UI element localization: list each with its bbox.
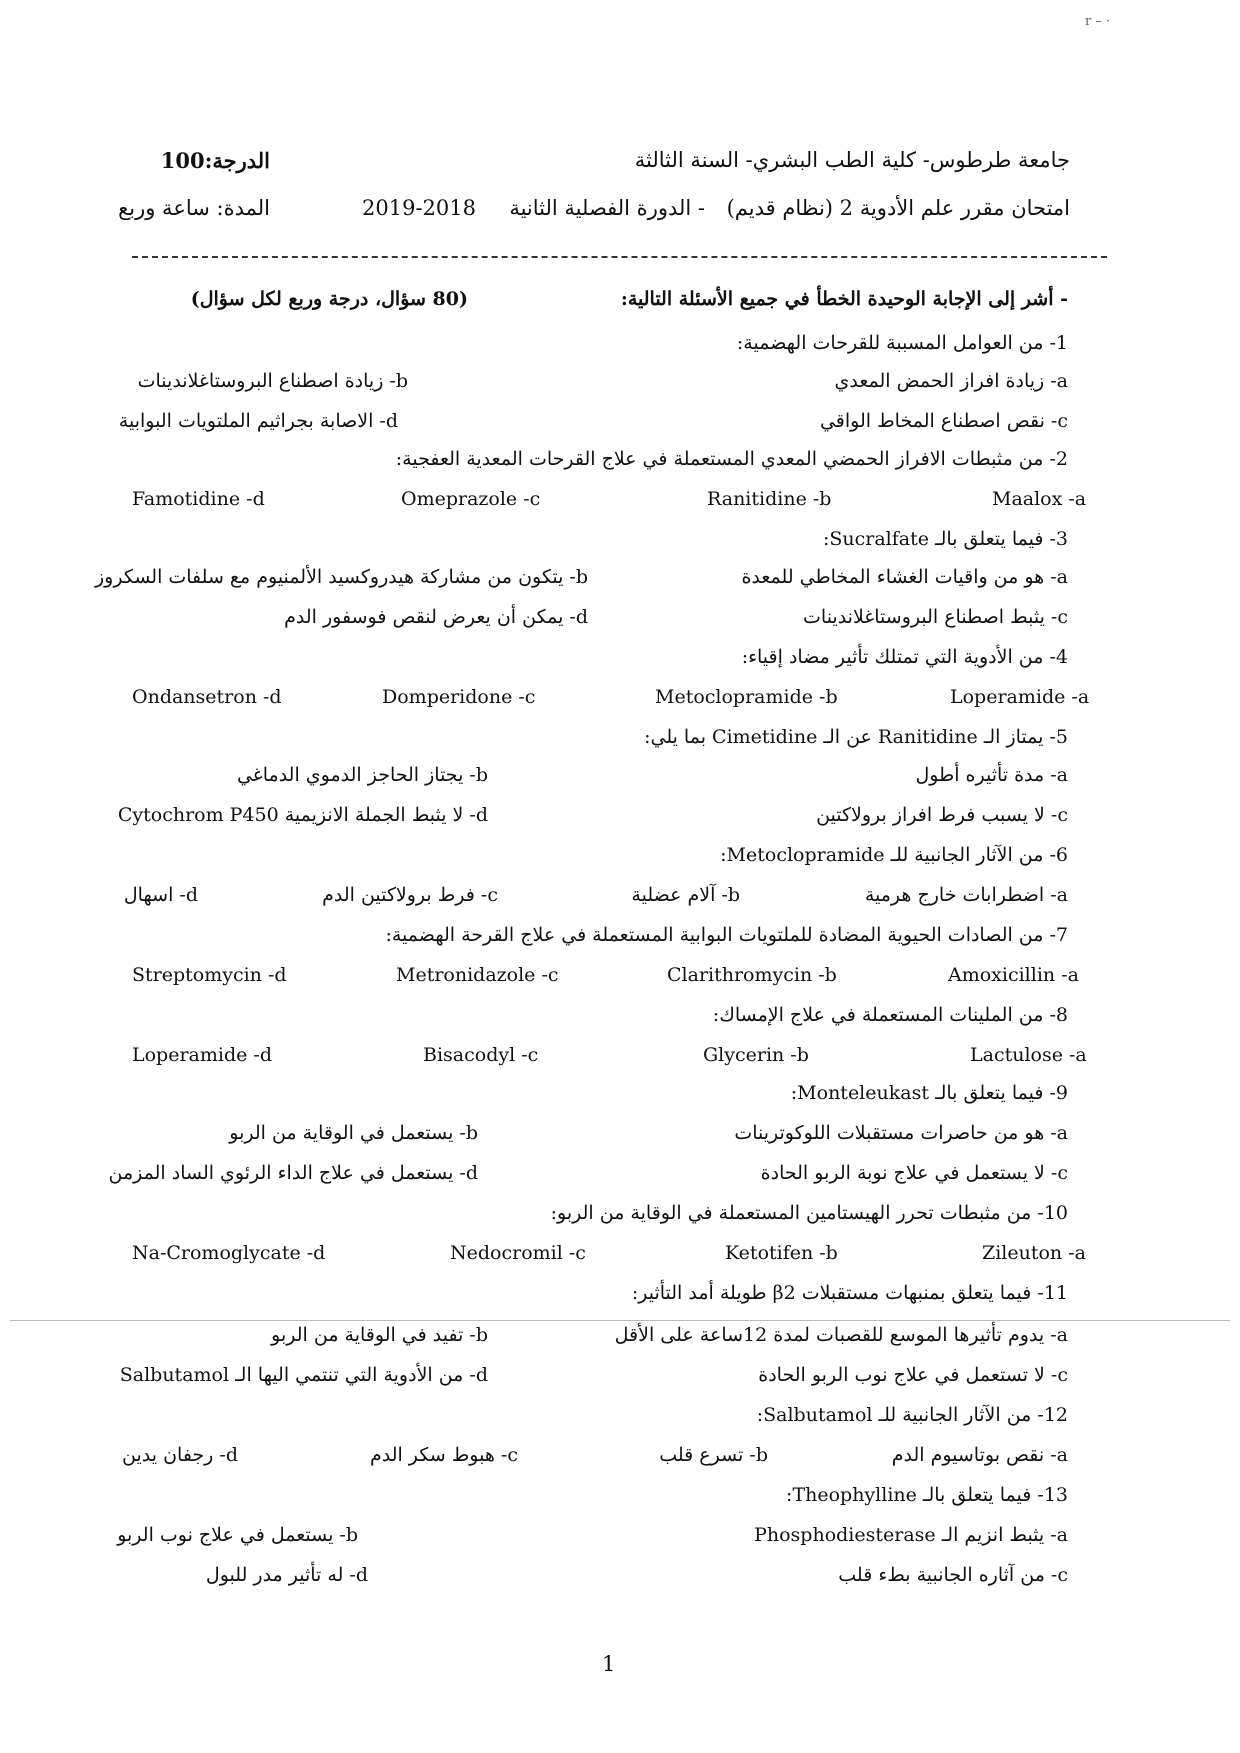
question-6-stem: 6- من الآثار الجانبية للـ Metoclopramide: [720, 844, 1068, 866]
question-13-option-c: c- من آثاره الجانبية بطء قلب [838, 1564, 1068, 1586]
question-12-option-c: c- هبوط سكر الدم [369, 1444, 518, 1466]
question-11-option-a: a- يدوم تأثيرها الموسع للقصبات لمدة 12ساعة على الأقل [614, 1324, 1068, 1346]
question-8-option-b: Glycerin -b [703, 1044, 809, 1066]
question-10-option-a: Zileuton -a [982, 1242, 1086, 1264]
question-8-option-c: Bisacodyl -c [423, 1044, 539, 1066]
university-line: جامعة طرطوس- كلية الطب البشري- السنة الثالثة [634, 148, 1070, 172]
exam-title: امتحان مقرر علم الأدوية 2 (نظام قديم) [726, 196, 1070, 220]
question-6-option-b: b- آلام عضلية [631, 884, 740, 906]
question-1-option-b: b- زيادة اصطناع البروستاغلاندينات [137, 370, 408, 392]
question-2-option-c: Omeprazole -c [401, 488, 541, 510]
question-4-stem: 4- من الأدوية التي تمتلك تأثير مضاد إقياء: [741, 646, 1068, 668]
question-12-option-d: d- رجفان يدين [122, 1444, 238, 1466]
corner-marks: r – · [1085, 14, 1111, 29]
scan-fold-line [10, 1320, 1230, 1321]
question-1-stem: 1- من العوامل المسببة للقرحات الهضمية: [736, 332, 1068, 354]
question-3-option-b: b- يتكون من مشاركة هيدروكسيد الألمنيوم مع سلفات السكروز [95, 566, 588, 588]
question-2-stem: 2- من مثبطات الافراز الحمضي المعدي المستعملة في علاج القرحات المعدية العفجية: [395, 448, 1068, 470]
question-1-option-d: d- الاصابة بجراثيم الملتويات البوابية [118, 410, 398, 432]
question-8-option-a: Lactulose -a [970, 1044, 1087, 1066]
instructions-text: - أشر إلى الإجابة الوحيدة الخطأ في جميع الأسئلة التالية: [620, 288, 1068, 310]
question-10-option-c: Nedocromil -c [450, 1242, 586, 1264]
question-13-stem: 13- فيما يتعلق بالـ Theophylline: [786, 1484, 1068, 1506]
question-5-option-b: b- يجتاز الحاجز الدموي الدماغي [236, 764, 488, 786]
question-8-stem: 8- من الملينات المستعملة في علاج الإمساك: [712, 1004, 1068, 1026]
year-label: 2019-2018 [362, 196, 476, 220]
question-7-option-c: Metronidazole -c [396, 964, 559, 986]
session-label: - الدورة الفصلية الثانية [509, 196, 705, 220]
question-7-option-d: Streptomycin -d [132, 964, 287, 986]
question-13-option-d: d- له تأثير مدر للبول [205, 1564, 368, 1586]
question-6-option-d: d- اسهال [123, 884, 198, 906]
question-8-option-d: Loperamide -d [132, 1044, 272, 1066]
question-6-option-a: a- اضطرابات خارج هرمية [864, 884, 1068, 906]
question-7-option-b: Clarithromycin -b [667, 964, 837, 986]
question-12-stem: 12- من الآثار الجانبية للـ Salbutamol: [756, 1404, 1068, 1426]
question-9-option-a: a- هو من حاصرات مستقبلات اللوكوترينات [734, 1122, 1068, 1144]
question-11-option-c: c- لا تستعمل في علاج نوب الربو الحادة [758, 1364, 1068, 1386]
question-6-option-c: c- فرط برولاكتين الدم [322, 884, 498, 906]
page-number: 1 [602, 1652, 616, 1676]
question-9-option-d: d- يستعمل في علاج الداء الرئوي الساد المزمن [108, 1162, 478, 1184]
question-1-option-c: c- نقص اصطناع المخاط الواقي [819, 410, 1068, 432]
question-10-stem: 10- من مثبطات تحرر الهيستامين المستعملة في الوقاية من الربو: [550, 1202, 1068, 1224]
question-11-option-d: d- من الأدوية التي تنتمي اليها الـ Salbutamol [119, 1364, 488, 1386]
question-1-option-a: a- زيادة افراز الحمض المعدي [834, 370, 1068, 392]
grade-label: الدرجة:100 [160, 148, 270, 173]
duration-label: المدة: ساعة وربع [118, 196, 270, 220]
question-9-option-b: b- يستعمل في الوقاية من الربو [229, 1122, 478, 1144]
question-4-option-b: Metoclopramide -b [655, 686, 838, 708]
question-4-option-d: Ondansetron -d [132, 686, 282, 708]
question-11-stem: 11- فيما يتعلق بمنبهات مستقبلات β2 طويلة أمد التأثير: [631, 1282, 1068, 1304]
question-5-stem: 5- يمتاز الـ Ranitidine عن الـ Cimetidine بما يلي: [644, 726, 1068, 748]
question-3-option-d: d- يمكن أن يعرض لنقص فوسفور الدم [284, 606, 588, 628]
question-10-option-b: Ketotifen -b [725, 1242, 838, 1264]
question-3-stem: 3- فيما يتعلق بالـ Sucralfate: [822, 528, 1068, 550]
question-3-option-c: c- يثبط اصطناع البروستاغلاندينات [803, 606, 1068, 628]
instructions-count: (80 سؤال، درجة وربع لكل سؤال) [190, 288, 468, 310]
question-3-option-a: a- هو من واقيات الغشاء المخاطي للمعدة [741, 566, 1068, 588]
question-5-option-d: d- لا يثبط الجملة الانزيمية Cytochrom P450 [117, 804, 488, 826]
question-12-option-b: b- تسرع قلب [659, 1444, 768, 1466]
question-13-option-b: b- يستعمل في علاج نوب الربو [117, 1524, 358, 1546]
question-9-stem: 9- فيما يتعلق بالـ Monteleukast: [790, 1082, 1068, 1104]
question-11-option-b: b- تفيد في الوقاية من الربو [271, 1324, 488, 1346]
header-divider [132, 256, 1107, 258]
question-9-option-c: c- لا يستعمل في علاج نوبة الربو الحادة [760, 1162, 1068, 1184]
question-13-option-a: a- يثبط انزيم الـ Phosphodiesterase [754, 1524, 1068, 1546]
question-4-option-a: Loperamide -a [950, 686, 1090, 708]
question-7-option-a: Amoxicillin -a [948, 964, 1079, 986]
question-2-option-b: Ranitidine -b [707, 488, 832, 510]
question-5-option-a: a- مدة تأثيره أطول [915, 764, 1068, 786]
question-2-option-d: Famotidine -d [132, 488, 265, 510]
question-12-option-a: a- نقص بوتاسيوم الدم [891, 1444, 1068, 1466]
question-2-option-a: Maalox -a [992, 488, 1087, 510]
question-5-option-c: c- لا يسبب فرط افراز برولاكتين [816, 804, 1068, 826]
question-10-option-d: Na-Cromoglycate -d [132, 1242, 326, 1264]
question-4-option-c: Domperidone -c [382, 686, 536, 708]
question-7-stem: 7- من الصادات الحيوية المضادة للملتويات البوابية المستعملة في علاج القرحة الهضمية: [385, 924, 1068, 946]
